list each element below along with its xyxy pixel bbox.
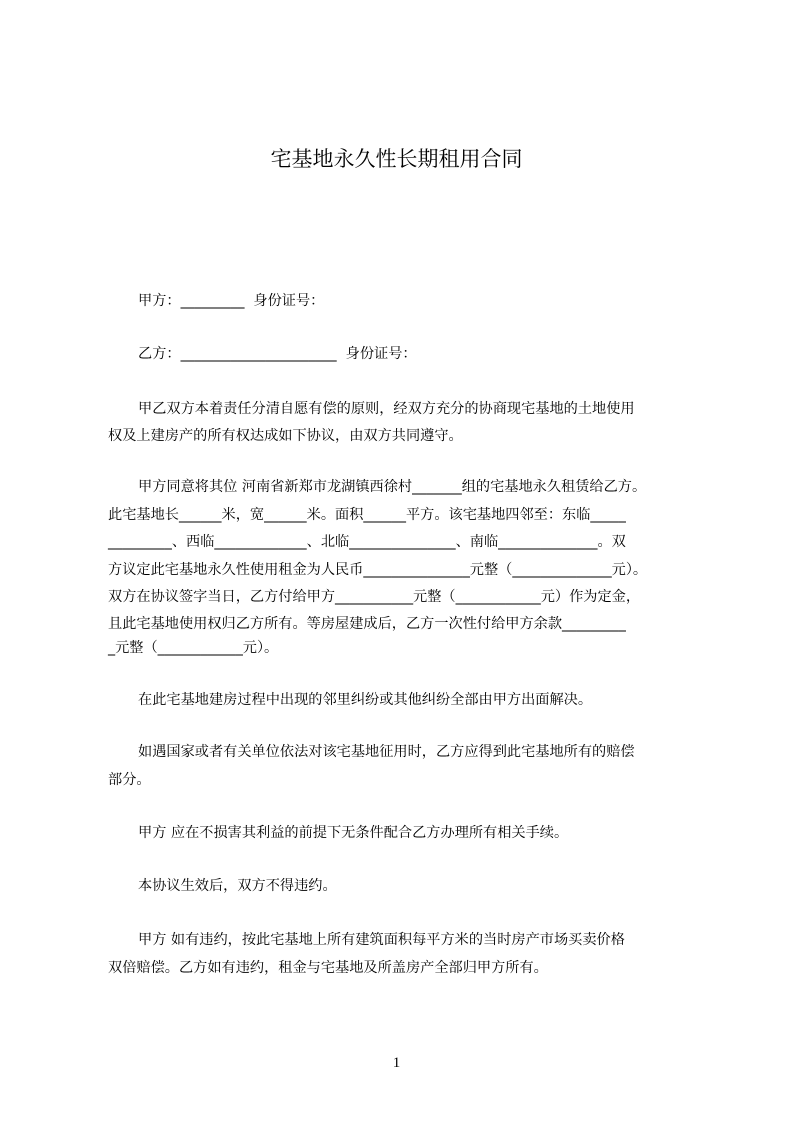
paragraph-line: 如遇国家或者有关单位依法对该宅基地征用时，乙方应得到此宅基地所有的赔偿 — [138, 744, 635, 760]
party-b-line: 乙方：______________________ 身份证号： — [138, 346, 417, 362]
paragraph-line: 甲方 应在不损害其利益的前提下无条件配合乙方办理所有相关手续。 — [138, 825, 569, 841]
paragraph-line: 甲方同意将其位 河南省新郑市龙湖镇西徐村_______组的宅基地永久租赁给乙方。 — [138, 479, 647, 495]
paragraph-line: 权及上建房产的所有权达成如下协议，由双方共同遵守。 — [108, 428, 463, 444]
paragraph-line: 甲方 如有违约，按此宅基地上所有建筑面积每平方米的当时房产市场买卖价格 — [138, 932, 625, 948]
page-number: 1 — [392, 1055, 401, 1071]
paragraph-line: _________、西临_____________、北临_______________、南临______________。双 — [108, 534, 626, 550]
paragraph-line: 本协议生效后，双方不得违约。 — [138, 878, 337, 894]
document-title: 宅基地永久性长期租用合同 — [270, 147, 523, 171]
paragraph-line: 方议定此宅基地永久性使用租金为人民币_______________元整（______________元）。 — [108, 562, 648, 578]
paragraph-line: 在此宅基地建房过程中出现的邻里纠纷或其他纠纷全部由甲方出面解决。 — [138, 692, 593, 708]
paragraph-line: 甲乙双方本着责任分清自愿有偿的原则，经双方充分的协商现宅基地的土地使用 — [138, 401, 635, 417]
paragraph-line: 双方在协议签字当日，乙方付给甲方___________元整（____________元）作为定金， — [108, 589, 641, 605]
paragraph-line: 且此宅基地使用权归乙方所有。等房屋建成后，乙方一次性付给甲方余款_________ — [108, 616, 626, 632]
party-a-line: 甲方：_________ 身份证号： — [138, 293, 325, 309]
paragraph-line: 双倍赔偿。乙方如有违约，租金与宅基地及所盖房产全部归甲方所有。 — [108, 960, 548, 976]
paragraph-line: 部分。 — [108, 772, 151, 788]
paragraph-line: _元整（____________元）。 — [108, 640, 279, 656]
paragraph-line: 此宅基地长______米，宽______米。面积______平方。该宅基地四邻至：东临_____ — [108, 507, 626, 523]
